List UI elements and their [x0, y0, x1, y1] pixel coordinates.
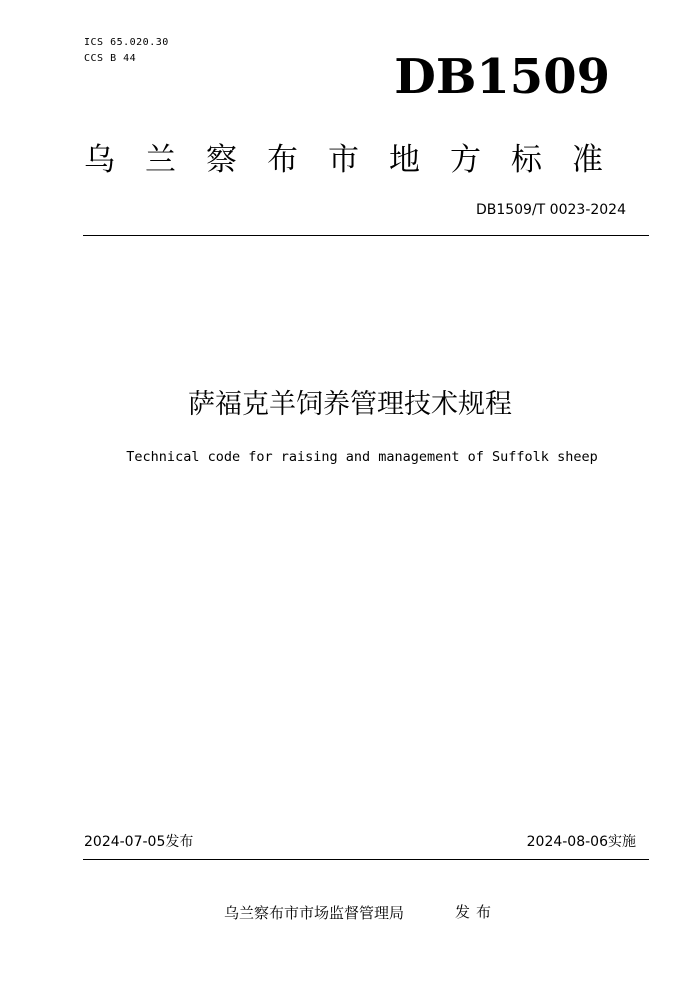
standard-number: DB1509/T 0023-2024	[475, 202, 626, 218]
ccs-code: CCS B 44	[84, 53, 137, 64]
document-title-english: Technical code for raising and management of Suffolk sheep	[126, 449, 598, 465]
top-divider	[83, 235, 649, 236]
classification-codes	[84, 35, 169, 67]
issue-date: 2024-07-05发布	[84, 834, 194, 850]
publish-label: 发布	[455, 903, 498, 921]
document-title-chinese: 萨福克羊饲养管理技术规程	[188, 389, 512, 420]
implementation-date: 2024-08-06实施	[526, 834, 636, 850]
ics-code: ICS 65.020.30	[84, 37, 169, 48]
publisher-name: 乌兰察布市市场监督管理局	[224, 904, 405, 922]
standard-type-title: 乌兰察布市地方标准	[84, 142, 633, 178]
bottom-divider	[83, 859, 649, 860]
standard-mark: DB1509	[394, 49, 610, 105]
